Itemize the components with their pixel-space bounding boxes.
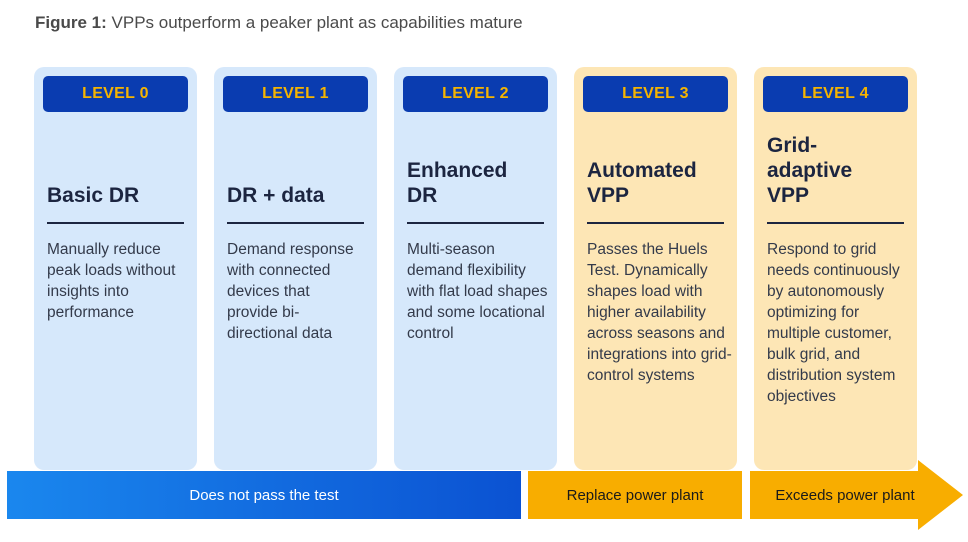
exceeds-power-plant-label: Exceeds power plant: [775, 486, 915, 504]
figure-caption: [35, 13, 523, 33]
level-4-divider: [767, 222, 904, 224]
exceeds-power-plant-arrow: [750, 460, 965, 530]
replace-power-plant-bar: [528, 471, 742, 519]
level-2-title: Enhanced DR: [407, 159, 508, 207]
level-1-badge: LEVEL 1: [223, 76, 368, 112]
level-3-badge: LEVEL 3: [583, 76, 728, 112]
level-0-column: [34, 67, 197, 470]
level-3-description: Passes the Huels Test. Dynamically shapes load with higher availability across seasons and integrations into grid-control systems: [587, 241, 732, 384]
level-3-divider: [587, 222, 724, 224]
level-2-column: [394, 67, 557, 470]
level-1-title: DR + data: [227, 184, 325, 207]
level-2-description: Multi-season demand flexibility with flat load shapes and some locational control: [407, 241, 548, 342]
level-0-description: Manually reduce peak loads without insights into performance: [47, 241, 176, 321]
level-3-column: [574, 67, 737, 470]
level-1-divider: [227, 222, 364, 224]
level-0-divider: [47, 222, 184, 224]
level-0-title: Basic DR: [47, 184, 140, 207]
level-3-title: Automated VPP: [587, 159, 697, 207]
fail-test-bar: [7, 471, 521, 519]
level-0-badge: LEVEL 0: [43, 76, 188, 112]
level-1-description: Demand response with connected devices that provide bi-directional data: [227, 241, 354, 342]
figure-label: Figure 1:: [35, 13, 107, 32]
figure-title: VPPs outperform a peaker plant as capabilities mature: [111, 13, 523, 32]
level-4-badge: LEVEL 4: [763, 76, 908, 112]
level-2-badge: LEVEL 2: [403, 76, 548, 112]
level-4-title: Grid-adaptive VPP: [767, 134, 853, 207]
level-4-column: [754, 67, 917, 470]
level-1-column: [214, 67, 377, 470]
fail-test-label: Does not pass the test: [189, 486, 339, 504]
replace-power-plant-label: Replace power plant: [566, 486, 704, 504]
level-2-divider: [407, 222, 544, 224]
level-4-description: Respond to grid needs continuously by autonomously optimizing for multiple customer, bulk grid, and distribution system objectives: [767, 241, 900, 405]
